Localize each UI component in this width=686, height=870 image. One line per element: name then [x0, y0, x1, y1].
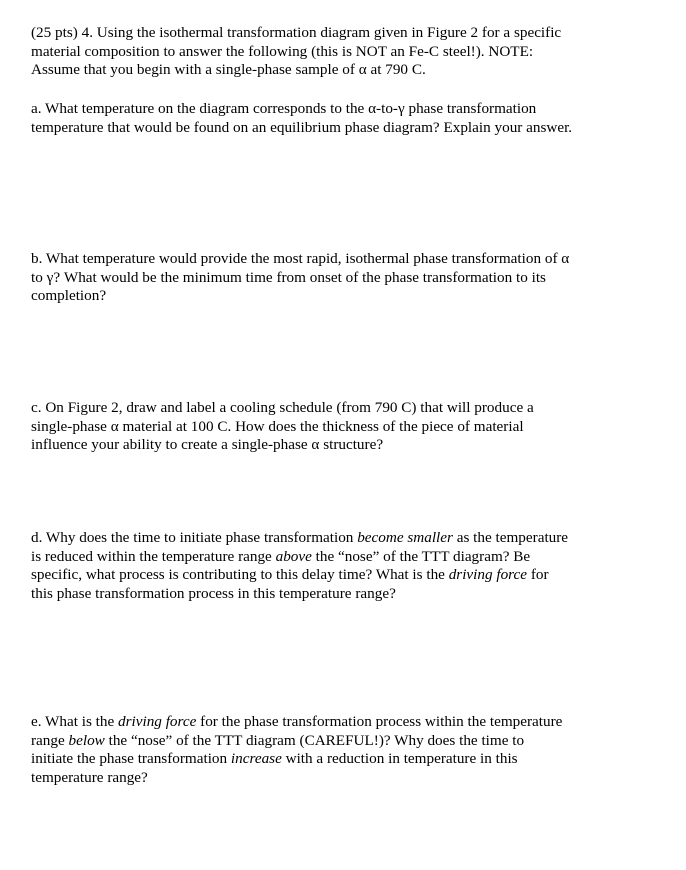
text-run: initiate the phase transformation — [31, 750, 231, 768]
text-run: d. Why does the time to initiate phase transformation — [31, 529, 358, 546]
text-run: is reduced within the temperature range — [31, 547, 276, 565]
text-run: range — [31, 731, 69, 749]
text-line: temperature that would be found on an equilibrium phase diagram? Explain your answer. — [31, 118, 573, 136]
text-line: single-phase α material at 100 C. How does the thickness of the piece of material — [31, 417, 524, 435]
text-line — [31, 566, 631, 585]
text-line — [31, 769, 631, 788]
text-run: as the temperature — [452, 529, 569, 546]
text-line: Assume that you begin with a single-phase sample of α at 790 C. — [31, 61, 426, 79]
text-run: for the phase transformation process within the temperature — [196, 713, 563, 730]
text-run: e. What is the — [31, 713, 119, 730]
question-e — [31, 713, 631, 787]
text-run: this phase transformation process in this temperature range? — [31, 584, 396, 602]
text-line — [31, 585, 631, 604]
text-run: temperature range? — [31, 768, 148, 786]
text-run: the “nose” of the TTT diagram (CAREFUL!)? Why does the time to — [104, 731, 525, 749]
text-line: influence your ability to create a single-phase α structure? — [31, 436, 384, 454]
emphasis-text: below — [68, 731, 105, 749]
question-d — [31, 529, 631, 603]
text-run: for — [527, 566, 549, 584]
text-line — [31, 548, 631, 567]
text-line: material composition to answer the following (this is NOT an Fe-C steel!). NOTE: — [31, 42, 534, 60]
text-line: (25 pts) 4. Using the isothermal transformation diagram given in Figure 2 for a specific — [31, 24, 562, 41]
emphasis-text: driving force — [448, 566, 528, 584]
text-run: the “nose” of the TTT diagram? Be — [311, 547, 531, 565]
emphasis-text: above — [275, 547, 312, 565]
emphasis-text: driving force — [118, 713, 197, 730]
question-b — [31, 250, 631, 306]
text-line — [31, 732, 631, 751]
text-run: with a reduction in temperature in this — [281, 750, 518, 768]
text-run: specific, what process is contributing to this delay time? What is the — [31, 566, 449, 584]
emphasis-text: become smaller — [357, 529, 453, 546]
question-c — [31, 399, 631, 455]
text-line: a. What temperature on the diagram corresponds to the α-to-γ phase transformation — [31, 100, 537, 117]
text-line — [31, 750, 631, 769]
question-a — [31, 100, 631, 137]
text-line: to γ? What would be the minimum time from onset of the phase transformation to its — [31, 268, 546, 286]
text-line — [31, 529, 631, 548]
text-line — [31, 713, 631, 732]
problem-header — [31, 24, 631, 80]
text-line: b. What temperature would provide the most rapid, isothermal phase transformation of α — [31, 250, 570, 267]
text-line: completion? — [31, 287, 107, 305]
text-line: c. On Figure 2, draw and label a cooling schedule (from 790 C) that will produce a — [31, 399, 534, 416]
emphasis-text: increase — [230, 750, 282, 768]
